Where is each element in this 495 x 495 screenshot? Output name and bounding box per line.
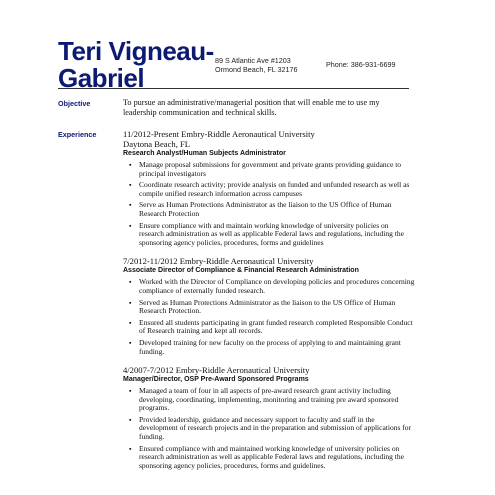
job-entry bbox=[123, 256, 415, 356]
job-dates-employer: 7/2012-11/2012 Embry-Riddle Aeronautical University bbox=[123, 256, 314, 267]
header-divider bbox=[58, 88, 409, 89]
list-item bbox=[123, 161, 415, 178]
experience-list bbox=[123, 129, 415, 470]
job-title: Associate Director of Compliance & Financial Research Administration bbox=[123, 267, 359, 275]
list-item bbox=[123, 278, 415, 295]
job-dates-employer: 4/2007-7/2012 Embry-Riddle Aeronautical University bbox=[123, 365, 310, 376]
experience-label: Experience bbox=[58, 130, 97, 139]
duty-text: Ensured compliance with and maintained working knowledge of university policies on research administration as well as applicable Federal laws and regulations, including the sponsoring agency policies, procedures, forms and guidelines. bbox=[139, 443, 404, 470]
list-item bbox=[123, 339, 415, 356]
duty-text: Ensure compliance with and maintain working knowledge of university policies on research administration as well as applicable Federal laws and regulations, including the sponsoring agency policies, procedures, forms and guidelines bbox=[139, 220, 404, 247]
job-duties bbox=[123, 161, 415, 247]
duty-text: Served as Human Protections Administrator as the liaison to the US Office of Human Research Protection. bbox=[139, 297, 396, 316]
address-block bbox=[215, 56, 297, 74]
phone-number: Phone: 386-931-6699 bbox=[326, 60, 396, 69]
list-item bbox=[123, 416, 415, 442]
name-line-2: Gabriel bbox=[58, 63, 145, 93]
list-item bbox=[123, 299, 415, 316]
address-line-2: Ormond Beach, FL 32176 bbox=[215, 65, 298, 74]
duty-text: Developed training for new faculty on the process of applying to and maintaining grant funding. bbox=[139, 337, 401, 356]
bullet-icon: ▪ bbox=[129, 278, 132, 287]
bullet-icon: ▪ bbox=[129, 444, 132, 453]
list-item bbox=[123, 445, 415, 471]
duty-text: Managed a team of four in all aspects of pre-award research grant activity including developing, coordinating, implementing, monitoring and training pre award sponsored programs. bbox=[139, 386, 399, 413]
bullet-icon: ▪ bbox=[129, 221, 132, 230]
bullet-icon: ▪ bbox=[129, 201, 132, 210]
candidate-name bbox=[58, 38, 214, 92]
bullet-icon: ▪ bbox=[129, 298, 132, 307]
bullet-icon: ▪ bbox=[129, 318, 132, 327]
duty-text: Manage proposal submissions for government and private grants providing guidance to principal investigators bbox=[139, 160, 402, 178]
list-item bbox=[123, 319, 415, 336]
bullet-icon: ▪ bbox=[129, 161, 132, 169]
name-line-1: Teri Vigneau- bbox=[58, 36, 214, 66]
list-item bbox=[123, 222, 415, 248]
job-duties bbox=[123, 387, 415, 470]
bullet-icon: ▪ bbox=[129, 338, 132, 347]
objective-text: To pursue an administrative/managerial position that will enable me to use my leadership communication and technical skills. bbox=[123, 98, 380, 117]
list-item bbox=[123, 181, 415, 198]
bullet-icon: ▪ bbox=[129, 415, 132, 424]
job-entry bbox=[123, 129, 415, 247]
job-duties bbox=[123, 278, 415, 356]
duty-text: Coordinate research activity; provide analysis on funded and unfunded research as well as compile unified research information across campuses bbox=[139, 180, 410, 198]
job-title: Manager/Director, OSP Pre-Award Sponsored Programs bbox=[123, 376, 309, 384]
bullet-icon: ▪ bbox=[129, 387, 132, 396]
objective-label: Objective bbox=[58, 99, 91, 108]
duty-text: Worked with the Director of Compliance on developing policies and procedures concerning compliance of externally funded research. bbox=[139, 277, 415, 295]
duty-text: Provided leadership, guidance and necessary support to faculty and staff in the development of research projects and in the preparation and submission of applications for funding. bbox=[139, 414, 411, 442]
job-location: Daytona Beach, FL bbox=[123, 139, 191, 149]
address-line-1: 89 S Atlantic Ave #1203 bbox=[215, 56, 291, 65]
duty-text: Ensured all students participating in grant funded research completed Responsible Conduct of Research training and kept all records. bbox=[139, 317, 413, 336]
job-title: Research Analyst/Human Subjects Administrator bbox=[123, 150, 286, 157]
job-dates-employer: 11/2012-Present Embry-Riddle Aeronautical University bbox=[123, 129, 315, 139]
job-entry bbox=[123, 365, 415, 470]
list-item bbox=[123, 201, 415, 218]
duty-text: Serve as Human Protections Administrator as the liaison to the US Office of Human Research Protection bbox=[139, 200, 392, 218]
bullet-icon: ▪ bbox=[129, 181, 132, 190]
list-item bbox=[123, 387, 415, 413]
